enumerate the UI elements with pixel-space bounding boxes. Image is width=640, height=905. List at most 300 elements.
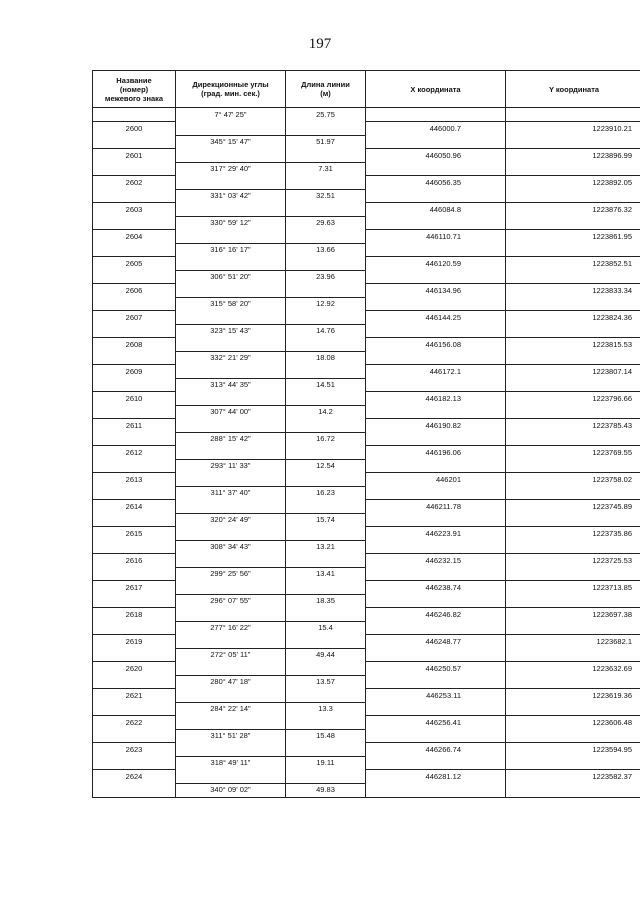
y-coordinate-cell: 1223807.14 (506, 365, 640, 379)
direction-angle-cell: 296° 07' 55" (176, 594, 286, 608)
empty-cell (506, 432, 640, 446)
boundary-mark-name-cell: 2622 (93, 716, 176, 730)
empty-cell (506, 702, 640, 716)
empty-cell (366, 324, 506, 338)
table-row-boundary-mark (93, 473, 640, 487)
empty-cell (506, 783, 640, 797)
y-coordinate-cell: 1223852.51 (506, 257, 640, 271)
header-text: Длина линии (301, 80, 350, 89)
line-length-cell: 15.4 (286, 621, 366, 635)
y-coordinate-cell: 1223876.32 (506, 203, 640, 217)
table-row-boundary-mark (93, 149, 640, 163)
table-row-segment (93, 648, 640, 662)
empty-cell (93, 432, 176, 446)
table-row-boundary-mark (93, 716, 640, 730)
empty-cell (286, 149, 366, 163)
x-coordinate-cell: 446250.57 (366, 662, 506, 676)
empty-cell (176, 203, 286, 217)
boundary-mark-name-cell: 2610 (93, 392, 176, 406)
table-row-boundary-mark (93, 257, 640, 271)
y-coordinate-cell: 1223758.02 (506, 473, 640, 487)
empty-cell (366, 432, 506, 446)
header-boundary-mark-name (93, 71, 176, 108)
empty-cell (176, 608, 286, 622)
table-row-segment (93, 243, 640, 257)
empty-cell (506, 162, 640, 176)
empty-cell (176, 770, 286, 784)
x-coordinate-cell: 446084.8 (366, 203, 506, 217)
line-length-cell: 14.76 (286, 324, 366, 338)
boundary-mark-name-cell: 2613 (93, 473, 176, 487)
table-row-boundary-mark (93, 284, 640, 298)
direction-angle-cell: 340° 09' 02" (176, 783, 286, 797)
table-row-segment (93, 567, 640, 581)
x-coordinate-cell: 446196.06 (366, 446, 506, 460)
empty-cell (93, 702, 176, 716)
x-coordinate-cell: 446050.96 (366, 149, 506, 163)
table-row-segment (93, 756, 640, 770)
empty-cell (506, 135, 640, 149)
empty-cell (366, 594, 506, 608)
line-length-cell: 18.35 (286, 594, 366, 608)
line-length-cell: 12.54 (286, 459, 366, 473)
empty-cell (286, 716, 366, 730)
empty-cell (286, 581, 366, 595)
empty-cell (366, 783, 506, 797)
direction-angle-cell: 316° 16' 17" (176, 243, 286, 257)
empty-cell (366, 135, 506, 149)
empty-cell (93, 783, 176, 797)
table-header-row (93, 71, 640, 108)
y-coordinate-cell: 1223632.69 (506, 662, 640, 676)
empty-cell (93, 162, 176, 176)
boundary-mark-name-cell: 2603 (93, 203, 176, 217)
table-row-segment (93, 378, 640, 392)
boundary-mark-name-cell: 2623 (93, 743, 176, 757)
boundary-mark-name-cell: 2616 (93, 554, 176, 568)
y-coordinate-cell: 1223824.36 (506, 311, 640, 325)
direction-angle-cell: 332° 21' 29" (176, 351, 286, 365)
boundary-coordinates-table (92, 70, 640, 798)
empty-cell (286, 635, 366, 649)
boundary-mark-name-cell: 2615 (93, 527, 176, 541)
line-length-cell: 25.75 (286, 108, 366, 122)
table-row-boundary-mark (93, 500, 640, 514)
x-coordinate-cell: 446248.77 (366, 635, 506, 649)
table-row-segment (93, 351, 640, 365)
page-number: 197 (308, 36, 332, 52)
empty-cell (176, 122, 286, 136)
empty-cell (506, 594, 640, 608)
direction-angle-cell: 313° 44' 35" (176, 378, 286, 392)
boundary-mark-name-cell: 2602 (93, 176, 176, 190)
empty-cell (286, 473, 366, 487)
empty-cell (286, 527, 366, 541)
line-length-cell: 13.66 (286, 243, 366, 257)
empty-cell (506, 567, 640, 581)
empty-cell (366, 108, 506, 122)
y-coordinate-cell: 1223833.34 (506, 284, 640, 298)
y-coordinate-cell: 1223682.1 (506, 635, 640, 649)
direction-angle-cell: 318° 49' 11" (176, 756, 286, 770)
table-row-boundary-mark (93, 230, 640, 244)
header-text: Y координата (548, 84, 600, 94)
table-row-boundary-mark (93, 743, 640, 757)
line-length-cell: 16.72 (286, 432, 366, 446)
table-row-boundary-mark (93, 365, 640, 379)
x-coordinate-cell: 446211.78 (366, 500, 506, 514)
header-y-coordinate (506, 71, 640, 108)
y-coordinate-cell: 1223606.48 (506, 716, 640, 730)
direction-angle-cell: 311° 37' 40" (176, 486, 286, 500)
empty-cell (506, 459, 640, 473)
table-row-segment (93, 189, 640, 203)
table-row-segment (93, 135, 640, 149)
empty-cell (176, 500, 286, 514)
boundary-mark-name-cell: 2618 (93, 608, 176, 622)
line-length-cell: 7.31 (286, 162, 366, 176)
empty-cell (286, 257, 366, 271)
empty-cell (366, 351, 506, 365)
empty-cell (176, 446, 286, 460)
boundary-mark-name-cell: 2617 (93, 581, 176, 595)
empty-cell (93, 324, 176, 338)
empty-cell (93, 108, 176, 122)
table-row-boundary-mark (93, 581, 640, 595)
empty-cell (506, 675, 640, 689)
empty-cell (93, 270, 176, 284)
direction-angle-cell: 315° 58' 20" (176, 297, 286, 311)
table-row-segment (93, 702, 640, 716)
header-text: X координата (410, 84, 461, 94)
table-row-segment (93, 432, 640, 446)
table-row-boundary-mark (93, 527, 640, 541)
empty-cell (176, 392, 286, 406)
x-coordinate-cell: 446156.08 (366, 338, 506, 352)
table-row-segment (93, 486, 640, 500)
table-row-boundary-mark (93, 770, 640, 784)
empty-cell (93, 135, 176, 149)
table-row-boundary-mark (93, 635, 640, 649)
header-text: (град. мин. сек.) (201, 89, 260, 98)
empty-cell (366, 378, 506, 392)
empty-cell (93, 486, 176, 500)
empty-cell (506, 621, 640, 635)
empty-cell (286, 770, 366, 784)
boundary-mark-name-cell: 2619 (93, 635, 176, 649)
empty-cell (93, 459, 176, 473)
table-row-boundary-mark (93, 446, 640, 460)
empty-cell (93, 621, 176, 635)
direction-angle-cell: 288° 15' 42" (176, 432, 286, 446)
empty-cell (93, 567, 176, 581)
empty-cell (286, 500, 366, 514)
empty-cell (506, 405, 640, 419)
empty-cell (366, 459, 506, 473)
boundary-mark-name-cell: 2605 (93, 257, 176, 271)
empty-cell (366, 297, 506, 311)
y-coordinate-cell: 1223769.55 (506, 446, 640, 460)
x-coordinate-cell: 446281.12 (366, 770, 506, 784)
empty-cell (93, 297, 176, 311)
table-row-segment (93, 216, 640, 230)
empty-cell (286, 743, 366, 757)
empty-cell (366, 405, 506, 419)
empty-cell (286, 338, 366, 352)
empty-cell (506, 351, 640, 365)
empty-cell (506, 729, 640, 743)
y-coordinate-cell: 1223594.95 (506, 743, 640, 757)
direction-angle-cell: 311° 51' 28" (176, 729, 286, 743)
direction-angle-cell: 306° 51' 20" (176, 270, 286, 284)
table-row-boundary-mark (93, 203, 640, 217)
direction-angle-cell: 293° 11' 33" (176, 459, 286, 473)
y-coordinate-cell: 1223796.66 (506, 392, 640, 406)
empty-cell (366, 540, 506, 554)
table-row-segment (93, 729, 640, 743)
boundary-mark-name-cell: 2606 (93, 284, 176, 298)
empty-cell (366, 567, 506, 581)
empty-cell (286, 284, 366, 298)
y-coordinate-cell: 1223896.99 (506, 149, 640, 163)
empty-cell (286, 608, 366, 622)
y-coordinate-cell: 1223861.95 (506, 230, 640, 244)
table-row-boundary-mark (93, 392, 640, 406)
table-row-segment (93, 108, 640, 122)
line-length-cell: 29.63 (286, 216, 366, 230)
table-row-boundary-mark (93, 338, 640, 352)
x-coordinate-cell: 446190.82 (366, 419, 506, 433)
empty-cell (286, 689, 366, 703)
x-coordinate-cell: 446223.91 (366, 527, 506, 541)
empty-cell (93, 648, 176, 662)
empty-cell (176, 230, 286, 244)
x-coordinate-cell: 446201 (366, 473, 506, 487)
y-coordinate-cell: 1223815.53 (506, 338, 640, 352)
boundary-mark-name-cell: 2600 (93, 122, 176, 136)
boundary-mark-name-cell: 2601 (93, 149, 176, 163)
empty-cell (506, 270, 640, 284)
x-coordinate-cell: 446056.35 (366, 176, 506, 190)
direction-angle-cell: 317° 29' 40" (176, 162, 286, 176)
x-coordinate-cell: 446120.59 (366, 257, 506, 271)
empty-cell (93, 189, 176, 203)
line-length-cell: 13.41 (286, 567, 366, 581)
empty-cell (286, 203, 366, 217)
y-coordinate-cell: 1223697.38 (506, 608, 640, 622)
line-length-cell: 51.97 (286, 135, 366, 149)
empty-cell (506, 378, 640, 392)
table-row-boundary-mark (93, 419, 640, 433)
y-coordinate-cell: 1223582.37 (506, 770, 640, 784)
boundary-mark-name-cell: 2614 (93, 500, 176, 514)
boundary-mark-name-cell: 2608 (93, 338, 176, 352)
empty-cell (286, 230, 366, 244)
table-row-boundary-mark (93, 176, 640, 190)
line-length-cell: 13.21 (286, 540, 366, 554)
x-coordinate-cell: 446172.1 (366, 365, 506, 379)
empty-cell (366, 675, 506, 689)
table-row-segment (93, 405, 640, 419)
empty-cell (366, 513, 506, 527)
empty-cell (176, 365, 286, 379)
table-row-segment (93, 270, 640, 284)
y-coordinate-cell: 1223910.21 (506, 122, 640, 136)
empty-cell (286, 662, 366, 676)
line-length-cell: 14.51 (286, 378, 366, 392)
table-row-boundary-mark (93, 608, 640, 622)
empty-cell (366, 648, 506, 662)
direction-angle-cell: 307° 44' 00" (176, 405, 286, 419)
empty-cell (286, 392, 366, 406)
coordinates-table-container (92, 70, 640, 798)
empty-cell (506, 513, 640, 527)
empty-cell (93, 513, 176, 527)
empty-cell (366, 270, 506, 284)
direction-angle-cell: 323° 15' 43" (176, 324, 286, 338)
empty-cell (286, 365, 366, 379)
empty-cell (286, 554, 366, 568)
boundary-mark-name-cell: 2611 (93, 419, 176, 433)
empty-cell (176, 689, 286, 703)
table-row-segment (93, 513, 640, 527)
table-row-segment (93, 675, 640, 689)
direction-angle-cell: 308° 34' 43" (176, 540, 286, 554)
table-row-boundary-mark (93, 554, 640, 568)
empty-cell (93, 594, 176, 608)
empty-cell (286, 122, 366, 136)
line-length-cell: 49.83 (286, 783, 366, 797)
empty-cell (506, 108, 640, 122)
x-coordinate-cell: 446110.71 (366, 230, 506, 244)
header-line-length (286, 71, 366, 108)
empty-cell (93, 351, 176, 365)
line-length-cell: 19.11 (286, 756, 366, 770)
empty-cell (506, 324, 640, 338)
empty-cell (176, 473, 286, 487)
x-coordinate-cell: 446000.7 (366, 122, 506, 136)
empty-cell (366, 189, 506, 203)
empty-cell (176, 716, 286, 730)
empty-cell (506, 648, 640, 662)
direction-angle-cell: 284° 22' 14" (176, 702, 286, 716)
empty-cell (506, 486, 640, 500)
x-coordinate-cell: 446266.74 (366, 743, 506, 757)
empty-cell (506, 243, 640, 257)
empty-cell (176, 284, 286, 298)
empty-cell (176, 662, 286, 676)
boundary-mark-name-cell: 2612 (93, 446, 176, 460)
empty-cell (366, 621, 506, 635)
empty-cell (176, 338, 286, 352)
table-row-segment (93, 540, 640, 554)
direction-angle-cell: 277° 16' 22" (176, 621, 286, 635)
header-direction-angle (176, 71, 286, 108)
y-coordinate-cell: 1223745.89 (506, 500, 640, 514)
boundary-mark-name-cell: 2604 (93, 230, 176, 244)
table-row-boundary-mark (93, 689, 640, 703)
direction-angle-cell: 320° 24' 49" (176, 513, 286, 527)
empty-cell (286, 311, 366, 325)
header-text: межевого знака (104, 93, 164, 103)
x-coordinate-cell: 446253.11 (366, 689, 506, 703)
header-text: (м) (320, 89, 331, 98)
empty-cell (366, 162, 506, 176)
empty-cell (506, 756, 640, 770)
line-length-cell: 16.23 (286, 486, 366, 500)
y-coordinate-cell: 1223892.05 (506, 176, 640, 190)
empty-cell (93, 405, 176, 419)
table-row-segment (93, 621, 640, 635)
line-length-cell: 12.92 (286, 297, 366, 311)
empty-cell (176, 581, 286, 595)
line-length-cell: 49.44 (286, 648, 366, 662)
empty-cell (506, 216, 640, 230)
header-text: Название (116, 75, 152, 85)
empty-cell (366, 756, 506, 770)
empty-cell (93, 729, 176, 743)
y-coordinate-cell: 1223619.36 (506, 689, 640, 703)
boundary-mark-name-cell: 2620 (93, 662, 176, 676)
x-coordinate-cell: 446182.13 (366, 392, 506, 406)
empty-cell (93, 756, 176, 770)
x-coordinate-cell: 446144.25 (366, 311, 506, 325)
line-length-cell: 13.57 (286, 675, 366, 689)
table-row-segment (93, 459, 640, 473)
boundary-mark-name-cell: 2607 (93, 311, 176, 325)
header-text: Дирекционные углы (192, 80, 269, 89)
boundary-mark-name-cell: 2609 (93, 365, 176, 379)
header-x-coordinate (366, 71, 506, 108)
y-coordinate-cell: 1223735.86 (506, 527, 640, 541)
empty-cell (366, 702, 506, 716)
empty-cell (286, 176, 366, 190)
empty-cell (176, 554, 286, 568)
empty-cell (93, 378, 176, 392)
direction-angle-cell: 330° 59' 12" (176, 216, 286, 230)
table-row-segment (93, 594, 640, 608)
table-row-boundary-mark (93, 122, 640, 136)
empty-cell (93, 243, 176, 257)
line-length-cell: 15.74 (286, 513, 366, 527)
direction-angle-cell: 331° 03' 42" (176, 189, 286, 203)
boundary-mark-name-cell: 2624 (93, 770, 176, 784)
empty-cell (176, 419, 286, 433)
empty-cell (286, 446, 366, 460)
table-body (93, 108, 640, 798)
empty-cell (176, 149, 286, 163)
empty-cell (286, 419, 366, 433)
line-length-cell: 15.48 (286, 729, 366, 743)
direction-angle-cell: 272° 05' 11" (176, 648, 286, 662)
boundary-mark-name-cell: 2621 (93, 689, 176, 703)
empty-cell (93, 540, 176, 554)
y-coordinate-cell: 1223785.43 (506, 419, 640, 433)
table-row-boundary-mark (93, 662, 640, 676)
line-length-cell: 13.3 (286, 702, 366, 716)
empty-cell (506, 297, 640, 311)
empty-cell (176, 527, 286, 541)
line-length-cell: 14.2 (286, 405, 366, 419)
empty-cell (366, 486, 506, 500)
direction-angle-cell: 280° 47' 18" (176, 675, 286, 689)
empty-cell (176, 176, 286, 190)
empty-cell (176, 743, 286, 757)
header-text: (номер) (119, 84, 149, 94)
empty-cell (366, 216, 506, 230)
direction-angle-cell: 345° 15' 47" (176, 135, 286, 149)
empty-cell (93, 216, 176, 230)
